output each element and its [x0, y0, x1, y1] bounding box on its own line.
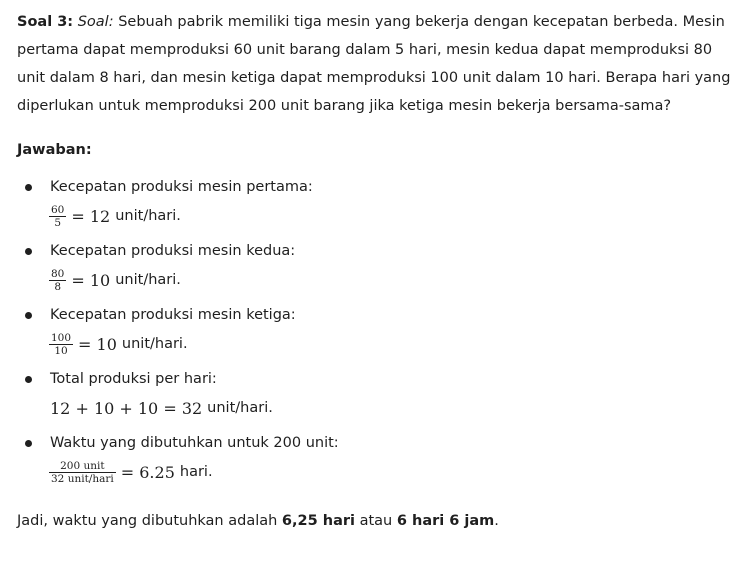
document-page [17, 8, 732, 529]
answer-steps-list [17, 176, 732, 496]
math-formula [50, 328, 732, 360]
unit-text: unit/hari. [207, 400, 273, 416]
fraction-numerator: 200 unit [60, 459, 105, 472]
list-item [17, 368, 732, 432]
list-item [17, 176, 732, 240]
conclusion-middle: atau [354, 513, 397, 529]
math-expression: = 10 [71, 270, 111, 290]
conclusion-value-days: 6,25 hari [281, 513, 355, 529]
conclusion-prefix: Jadi, waktu yang dibutuhkan adalah [17, 513, 282, 529]
fraction-denominator: 5 [49, 216, 66, 229]
conclusion-value-days-hours: 6 hari 6 jam [396, 513, 495, 529]
fraction [50, 332, 72, 357]
unit-text: unit/hari. [121, 336, 188, 352]
answer-heading: Jawaban: [17, 142, 92, 158]
step-label: Kecepatan produksi mesin kedua: [50, 243, 296, 259]
math-expression: = 10 [78, 334, 117, 354]
step-label: Waktu yang dibutuhkan untuk 200 unit: [50, 435, 339, 451]
step-label: Kecepatan produksi mesin ketiga: [50, 307, 296, 323]
unit-text: unit/hari. [115, 272, 181, 288]
question-text: Sebuah pabrik memiliki tiga mesin yang bekerja dengan kecepatan berbeda. Mesin pertama dapat memproduksi 60 unit barang dalam 5 hari, mesin kedua dapat memproduksi 80 unit dalam 8 hari, dan mesin ketiga dapat memproduksi 100 unit dalam 10 hari. Berapa hari yang diperlukan untuk memproduksi 200 unit barang jika ketiga mesin bekerja bersama-sama? [17, 14, 731, 114]
unit-text: hari. [179, 464, 213, 480]
list-item [17, 240, 732, 304]
conclusion-suffix: . [494, 513, 499, 529]
fraction [50, 268, 65, 293]
bullet-icon [25, 248, 32, 255]
math-expression: = 6.25 [120, 462, 175, 482]
fraction-numerator: 100 [51, 331, 72, 344]
list-item [17, 304, 732, 368]
fraction-denominator: 32 unit/hari [51, 472, 114, 485]
unit-text: unit/hari. [115, 208, 181, 224]
fraction-denominator: 8 [49, 280, 66, 293]
step-label: Kecepatan produksi mesin pertama: [50, 179, 313, 195]
fraction-denominator: 10 [49, 344, 73, 357]
bullet-icon [25, 184, 32, 191]
fraction [50, 204, 65, 229]
bullet-icon [25, 376, 32, 383]
bullet-icon [25, 440, 32, 447]
math-expression: 12 + 10 + 10 = 32 [50, 398, 203, 418]
fraction-numerator: 60 [51, 203, 65, 216]
math-expression: = 12 [71, 206, 111, 226]
conclusion-paragraph [17, 510, 499, 532]
step-label: Total produksi per hari: [50, 371, 217, 387]
math-formula [50, 456, 732, 488]
question-paragraph [17, 8, 732, 120]
math-formula [50, 264, 732, 296]
question-italic-label: Soal: [77, 14, 114, 30]
math-formula [50, 392, 732, 424]
math-formula [50, 200, 732, 232]
question-number: Soal 3: [17, 14, 74, 30]
bullet-icon [25, 312, 32, 319]
list-item [17, 432, 732, 496]
fraction-numerator: 80 [51, 267, 65, 280]
fraction [50, 460, 115, 485]
